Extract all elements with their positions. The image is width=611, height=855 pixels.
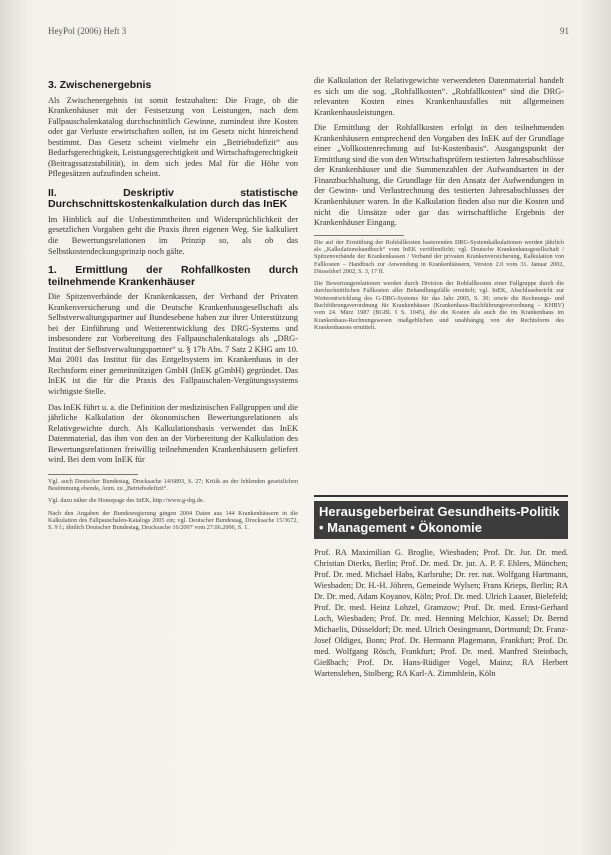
running-header (48, 26, 569, 36)
section-rohfallkosten (48, 265, 298, 466)
section-heading: 3. Zwischenergebnis (48, 79, 152, 91)
section-heading: 1. Ermittlung der Rohfallkosten durch teilnehmende Krankenhäuser (48, 264, 298, 288)
section-deskriptiv (48, 188, 298, 257)
footnote: Nach den Angaben der Bundesregierung gingen 2004 Daten aus 144 Krankenhäusern in die Kalkulation des Fallpauschalen-Katalogs 2005 ein; vgl. Deutscher Bundestag, Drucksache 15/3672, S. 9 f.; ähnlich Deutscher Bundestag, Drucksache 16/2007 vom 27.06.2006, S. 1. (48, 509, 298, 532)
footnote: Vgl. dazu näher die Homepage des InEK, http://www.g-drg.de. (48, 497, 205, 505)
footnote-divider (314, 235, 404, 236)
journal-title: HeyPol (2006) Heft 3 (48, 26, 127, 36)
editorial-board-members: Prof. RA Maximilian G. Broglie, Wiesbaden; Prof. Dr. Jur. Dr. med. Christian Dierks, Berlin; Prof. Dr. med. Dr. jur. A. P. F. Ehlers, München; Prof. Dr. med. Michael Habs, Karlsruhe; Dr. rer. nat. Wolfgang Hartmann, Wiesbaden; Dr. H.-H. Jöhren, Gemeinde Wylsen; Frans Krieps, Berlin; RA Dr. Dr. med. Adam Koyanov, Köln; Prof. Dr. med. Ulrich Laaser, Bielefeld; Prof. Dr. med. Heinz Lohzel, Gramzow; Prof. Dr. med. Ernst-Gerhard Loch, Wiesbaden; Prof. Dr. med. Henning Melchior, Kassel; Dr. Bernd Michaelis, Düsseldorf; Dr. med. Ulrich Oesingmann, Dortmund; Dr. Franz-Josef Oldiges, Bonn; Prof. Dr. Hermann Plagemann, Frankfurt; Prof. Dr. med. Wolfgang Rösch, Frankfurt; Prof. Dr. med. Manfred Steinbach, Gießbach; Prof. Dr. Hans-Rüdiger Vogel, Mainz; RA Herbert Wartensleben, Stolberg; RA Karl-A. Zimmhlein, Köln (314, 548, 568, 678)
section-heading: II. Deskriptiv statistische Durchschnittskostenkalkulation durch das InEK (48, 186, 298, 211)
footnote: Die auf der Ermittlung der Rohfallkosten basierenden DRG-Systemkalkulationen werden jährlich als „Kalkulationshandbuch“ vom InEK veröffentlicht; vgl. Deutsche Krankenhausgesellschaft / Spitzenverbände der Krankenkassen / Verband der privaten Krankenversicherung, Kalkulation von Fallkosten – Handbuch zur Anwendung in Krankenhäusern, Version 2.0 vom 31. Januar 2002, Düsseldorf 2002, S. 3, 17 ff. (314, 238, 564, 275)
paragraph: die Kalkulation der Relativgewichte verwendeten Datenmaterial handelt es sich um die sog. „Rohfallkosten“. „Rohfallkosten“ sind die DRG-relevanten Kosten eines Krankenhausfalles mit allgemeinen Krankenhausleistungen. (314, 76, 564, 117)
section-zwischenergebnis (48, 80, 298, 180)
footnote: Die Bewertungsrelationen werden durch Division der Rohfallkosten einer Fallgruppe durch die durchschnittlichen Fallkosten aller Behandlungsfälle ermittelt; vgl. InEK, Abschlussbericht zur Weiterentwicklung des G-DRG-Systems für das Jahr 2005, S. 30; sowie die Rechnungs- und Buchführungsverordnung für Krankenhäuser (Krankenhaus-Buchführungsverordnung – KHBV) vom 24. März 1987 (BGBl. I S. 1045), die die Kosten als auch die im Krankenhaus im Krankenhaus-Rechnungswesen maßgeblichen und unabhängig von der Rechtsform des Krankenhauses ermittelt. (314, 280, 564, 331)
right-column (314, 76, 564, 336)
paragraph: Im Hinblick auf die Unbestimmtheiten und Widersprüchlichkeit der gesetzlichen Vorgaben geht die Praxis ihren eigenen Weg. Sie kalkuliert die Bewertungsrelationen im Prinzip so, als ob das Selbstkostendeckungsprinzip noch gälte. (48, 214, 298, 256)
page-number: 91 (560, 26, 569, 36)
paragraph: Das InEK führt u. a. die Definition der medizinischen Fallgruppen und die jährliche Kalkulation der ökonomischen Bewertungsrelationen als Relativgewichte durch. Als Kalkulationsbasis verwendet das InEK Datenmaterial, das ihm von den an der Vorbereitung der Kalkulation des Bewertungsrelationen freiwillig teilnehmenden Krankenhäusern geliefert wird. Bei dem vom InEK für (48, 402, 298, 465)
paragraph: Als Zwischenergebnis ist somit festzuhalten: Die Frage, ob die Krankenhäuser mit der Festsetzung von Leistungen, nach dem Fallpauschalenkatalog durchschnittlich Gewinne, zumindest ihre Kosten oder gar Verluste erwirtschaften sollen, ist im Gesetz nicht hinreichend bestimmt. Das Gesetz scheint vielmehr ein „Betriebsdefizit“ aus Bedarfsgerechtigkeit, Leistungsgerechtigkeit und Wirtschaftsgerechtigkeit (Beitragssatzstabilität), in dem sich jedes Mal für die Höhe von Pflegesätzen aufzufinden scheint. (48, 95, 298, 179)
editorial-board-title: Herausgeberbeirat Gesundheits-Politik • Management • Ökonomie (314, 501, 568, 539)
footnote-divider (48, 474, 138, 475)
editorial-board-box (314, 495, 568, 679)
paragraph: Die Spitzenverbände der Krankenkassen, der Verband der Privaten Krankenversicherung und die Deutsche Krankenhausgesellschaft als Selbstverwaltungspartner auf Bundesebene haben zur ihrer Unterstützung bei der Einführung und Weiterentwicklung des DRG-Systems und insbesondere zur Vorbereitung des Fallpauschalenkatalogs als „DRG-Institut der Selbstverwaltungspartner“ u. § 17b Abs. 7 Satz 2 KHG am 10. Mai 2001 das Institut für das Entgeltsystem im Krankenhaus in der Rechtsform einer gemeinnützigen GmbH (InEK gGmbH) gegründet. Das InEK ist die für die Praxis des Fallpauschalen-Vergütungssystems wichtigste Stelle. (48, 292, 298, 396)
footnote: Vgl. auch Deutscher Bundestag, Drucksache 14/6893, S. 27; Kritik an der fehlenden gesetzlichen Bestimmung ebenda, Anm. zu „Betriebsdefizit“. (48, 477, 298, 493)
left-column (48, 76, 298, 537)
paragraph: Die Ermittlung der Rohfallkosten erfolgt in den teilnehmenden Krankenhäusern entsprechend den Vorgaben des InEK auf der Grundlage einer „Vollkostenrechnung auf Ist-Kostenbasis“. Ausgangspunkt der Ermittlung sind die von den Wirtschaftsprüfern testierten Jahresabschlüsse der Krankenhäuser und die Summenzahlen der Aufwandsarten in der Finanzbuchhaltung, die Grundlage für den Ansatz der Aufwendungen in der Gewinn- und Verlustrechnung des testierten Jahresabschlusses der Krankenhäuser waren. In die Kalkulation finden also nur die Kosten und nicht die Umsätze oder gar das wirtschaftliche Ergebnis der Krankenhäuser Eingang. (314, 123, 564, 228)
